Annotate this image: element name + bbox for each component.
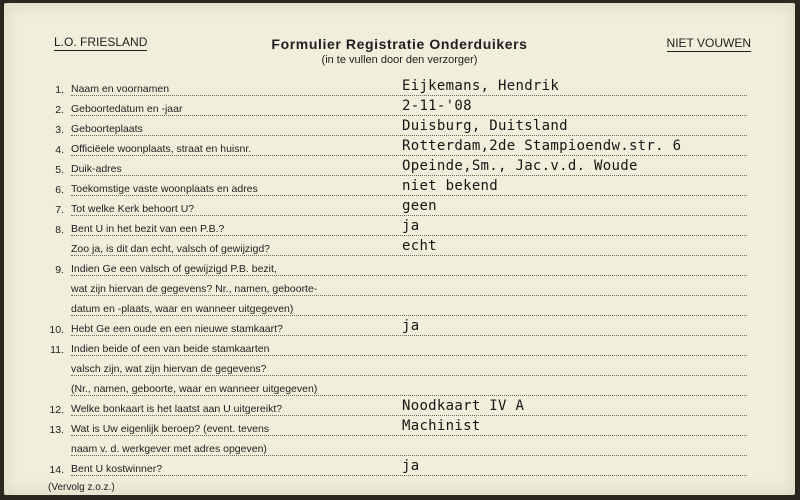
question-number: 9. [55,264,64,276]
question-text: Tot welke Kerk behoort U? [71,203,197,215]
dotted-answer-line [71,155,747,156]
dotted-answer-line [71,215,747,216]
dotted-answer-line [71,335,747,336]
dotted-answer-line [71,275,747,276]
question-text: Indien beide of een van beide stamkaarten [71,343,272,355]
question-number: 7. [55,204,64,216]
form-row [4,78,795,98]
question-text: naam v. d. werkgever met adres opgeven) [71,443,270,455]
dotted-answer-line [71,195,747,196]
question-number: 3. [55,124,64,136]
question-text: Welke bonkaart is het laatst aan U uitgereikt? [71,403,285,415]
typed-answer: Opeinde,Sm., Jac.v.d. Woude [402,158,638,174]
question-text: Wat is Uw eigenlijk beroep? (event. tevens [71,423,272,435]
form-row [4,338,795,358]
question-text: valsch zijn, wat zijn hiervan de gegevens? [71,363,270,375]
dotted-answer-line [71,375,747,376]
form-subtitle: (in te vullen door den verzorger) [321,54,478,66]
question-number: 10. [49,324,64,336]
typed-answer: Duisburg, Duitsland [402,118,568,134]
form-row [4,298,795,318]
form-row [4,178,795,198]
form-row [4,258,795,278]
question-number: 4. [55,144,64,156]
typed-answer: Machinist [402,418,481,434]
typed-answer: echt [402,238,437,254]
dotted-answer-line [71,455,747,456]
typed-answer: Rotterdam,2de Stampioendw.str. 6 [402,138,682,154]
question-text: Duik-adres [71,163,125,175]
dotted-answer-line [71,435,747,436]
form-row [4,118,795,138]
question-number: 6. [55,184,64,196]
do-not-fold-label: NIET VOUWEN [666,36,751,50]
dotted-answer-line [71,295,747,296]
question-number: 8. [55,224,64,236]
question-number: 1. [55,84,64,96]
typed-answer: Noodkaart IV A [402,398,525,414]
form-row [4,438,795,458]
typed-answer: ja [402,458,420,474]
dotted-answer-line [71,395,747,396]
question-text: Geboorteplaats [71,123,146,135]
form-row [4,398,795,418]
form-row [4,238,795,258]
form-row [4,198,795,218]
typed-answer: ja [402,218,420,234]
dotted-answer-line [71,235,747,236]
form-row [4,158,795,178]
form-row [4,378,795,398]
question-number: 11. [50,344,64,356]
form-row [4,98,795,118]
dotted-answer-line [71,475,747,476]
registration-card [4,3,795,495]
dotted-answer-line [71,175,747,176]
question-text: Bent U in het bezit van een P.B.? [71,223,227,235]
question-text: (Nr., namen, geboorte, waar en wanneer uitgegeven) [71,383,320,395]
question-text: Hebt Ge een oude en een nieuwe stamkaart? [71,323,286,335]
dotted-answer-line [71,95,747,96]
question-number: 2. [55,104,64,116]
question-text: wat zijn hiervan de gegevens? Nr., namen, geboorte- [71,283,320,295]
form-row [4,278,795,298]
form-title: Formulier Registratie Onderduikers [271,36,528,52]
dotted-answer-line [71,255,747,256]
question-text: datum en -plaats, waar en wanneer uitgegeven) [71,303,296,315]
form-row [4,318,795,338]
dotted-answer-line [71,315,747,316]
continued-note: (Vervolg z.o.z.) [48,482,115,493]
dotted-answer-line [71,115,747,116]
typed-answer: geen [402,198,437,214]
question-text: Officiëele woonplaats, straat en huisnr. [71,143,254,155]
dotted-answer-line [71,135,747,136]
typed-answer: ja [402,318,420,334]
form-row [4,218,795,238]
question-text: Indien Ge een valsch of gewijzigd P.B. bezit, [71,263,280,275]
question-text: Zoo ja, is dit dan echt, valsch of gewijzigd? [71,243,273,255]
question-text: Geboortedatum en -jaar [71,103,185,115]
question-number: 12. [49,404,64,416]
question-number: 5. [55,164,64,176]
typed-answer: niet bekend [402,178,499,194]
organization-label: L.O. FRIESLAND [54,35,148,49]
question-number: 13. [49,424,64,436]
question-number: 14. [49,464,64,476]
typed-answer: 2-11-'08 [402,98,472,114]
question-text: Naam en voornamen [71,83,172,95]
question-text: Bent U kostwinner? [71,463,165,475]
form-row [4,418,795,438]
form-row [4,358,795,378]
form-row [4,458,795,478]
question-text: Toekomstige vaste woonplaats en adres [71,183,261,195]
form-row [4,138,795,158]
dotted-answer-line [71,415,747,416]
typed-answer: Eijkemans, Hendrik [402,78,560,94]
dotted-answer-line [71,355,747,356]
